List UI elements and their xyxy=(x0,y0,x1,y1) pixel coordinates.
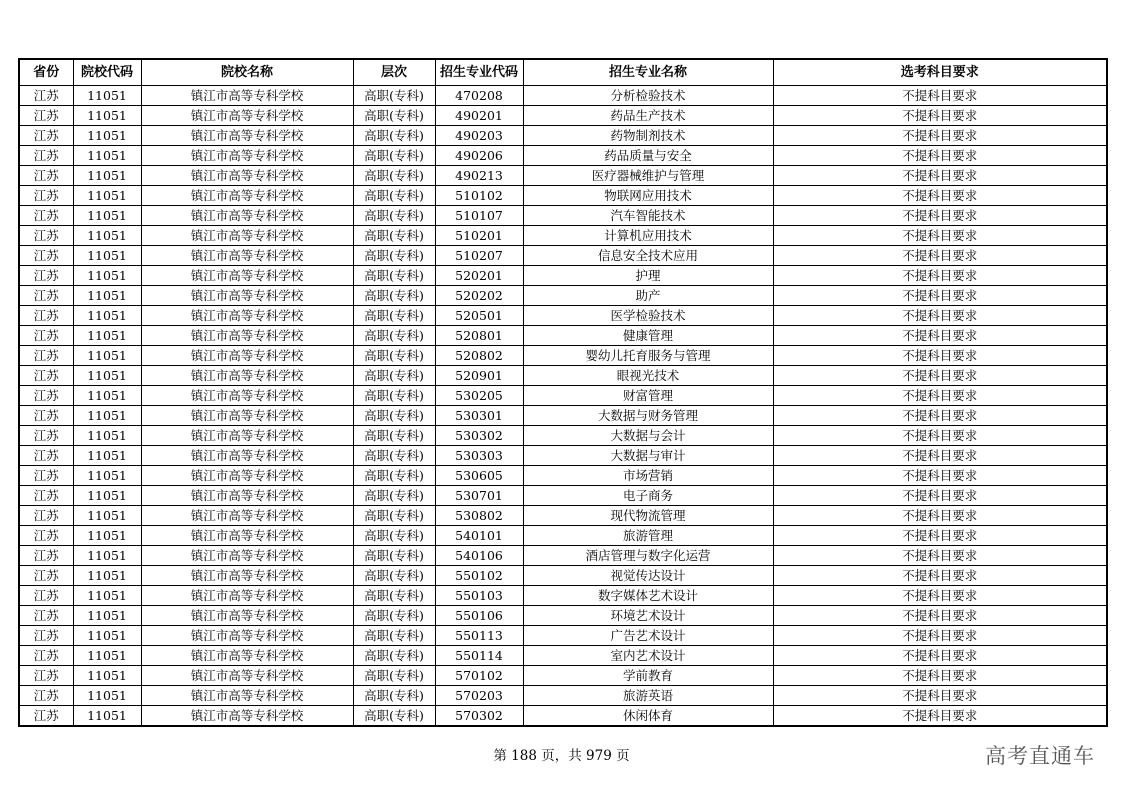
cell-major-code: 530302 xyxy=(435,426,523,446)
cell-major-code: 550102 xyxy=(435,566,523,586)
cell-school-name: 镇江市高等专科学校 xyxy=(141,586,353,606)
cell-school-code: 11051 xyxy=(73,526,141,546)
cell-major-name: 现代物流管理 xyxy=(523,506,773,526)
cell-province: 江苏 xyxy=(19,406,73,426)
cell-major-name: 信息安全技术应用 xyxy=(523,246,773,266)
cell-school-name: 镇江市高等专科学校 xyxy=(141,566,353,586)
cell-major-name: 学前教育 xyxy=(523,666,773,686)
cell-school-name: 镇江市高等专科学校 xyxy=(141,706,353,727)
cell-level: 高职(专科) xyxy=(353,506,435,526)
header-province: 省份 xyxy=(19,59,73,86)
cell-province: 江苏 xyxy=(19,586,73,606)
cell-school-code: 11051 xyxy=(73,466,141,486)
cell-school-code: 11051 xyxy=(73,286,141,306)
cell-major-name: 环境艺术设计 xyxy=(523,606,773,626)
cell-school-code: 11051 xyxy=(73,446,141,466)
cell-subject-requirement: 不提科目要求 xyxy=(773,186,1107,206)
table-row xyxy=(19,506,1107,526)
header-subject-requirement: 选考科目要求 xyxy=(773,59,1107,86)
cell-subject-requirement: 不提科目要求 xyxy=(773,326,1107,346)
table-row xyxy=(19,466,1107,486)
table-row xyxy=(19,266,1107,286)
cell-major-code: 530303 xyxy=(435,446,523,466)
cell-province: 江苏 xyxy=(19,346,73,366)
page-number: 第 188 页，共 979 页 xyxy=(493,748,630,764)
cell-subject-requirement: 不提科目要求 xyxy=(773,546,1107,566)
cell-level: 高职(专科) xyxy=(353,86,435,106)
cell-school-name: 镇江市高等专科学校 xyxy=(141,666,353,686)
cell-major-code: 520202 xyxy=(435,286,523,306)
cell-school-name: 镇江市高等专科学校 xyxy=(141,126,353,146)
table-body xyxy=(19,86,1107,727)
cell-major-name: 汽车智能技术 xyxy=(523,206,773,226)
cell-subject-requirement: 不提科目要求 xyxy=(773,366,1107,386)
cell-school-code: 11051 xyxy=(73,406,141,426)
cell-subject-requirement: 不提科目要求 xyxy=(773,566,1107,586)
cell-major-name: 药物制剂技术 xyxy=(523,126,773,146)
cell-major-name: 大数据与审计 xyxy=(523,446,773,466)
cell-level: 高职(专科) xyxy=(353,606,435,626)
cell-major-name: 市场营销 xyxy=(523,466,773,486)
document-sheet xyxy=(18,58,1106,727)
table-row xyxy=(19,686,1107,706)
cell-subject-requirement: 不提科目要求 xyxy=(773,586,1107,606)
cell-school-code: 11051 xyxy=(73,646,141,666)
cell-level: 高职(专科) xyxy=(353,546,435,566)
cell-subject-requirement: 不提科目要求 xyxy=(773,306,1107,326)
cell-province: 江苏 xyxy=(19,666,73,686)
cell-school-code: 11051 xyxy=(73,346,141,366)
cell-major-name: 大数据与会计 xyxy=(523,426,773,446)
cell-school-name: 镇江市高等专科学校 xyxy=(141,646,353,666)
cell-school-code: 11051 xyxy=(73,186,141,206)
cell-major-name: 药品质量与安全 xyxy=(523,146,773,166)
cell-province: 江苏 xyxy=(19,126,73,146)
cell-school-code: 11051 xyxy=(73,506,141,526)
cell-province: 江苏 xyxy=(19,326,73,346)
cell-major-code: 520901 xyxy=(435,366,523,386)
cell-major-code: 550114 xyxy=(435,646,523,666)
cell-major-name: 护理 xyxy=(523,266,773,286)
table-row xyxy=(19,446,1107,466)
cell-school-name: 镇江市高等专科学校 xyxy=(141,326,353,346)
cell-major-name: 分析检验技术 xyxy=(523,86,773,106)
table-row xyxy=(19,486,1107,506)
cell-school-code: 11051 xyxy=(73,126,141,146)
cell-level: 高职(专科) xyxy=(353,406,435,426)
cell-subject-requirement: 不提科目要求 xyxy=(773,686,1107,706)
table-row xyxy=(19,666,1107,686)
table-row xyxy=(19,126,1107,146)
cell-major-name: 财富管理 xyxy=(523,386,773,406)
cell-level: 高职(专科) xyxy=(353,466,435,486)
cell-school-code: 11051 xyxy=(73,146,141,166)
cell-school-name: 镇江市高等专科学校 xyxy=(141,466,353,486)
cell-major-name: 眼视光技术 xyxy=(523,366,773,386)
cell-province: 江苏 xyxy=(19,186,73,206)
cell-school-name: 镇江市高等专科学校 xyxy=(141,506,353,526)
table-row xyxy=(19,206,1107,226)
cell-school-name: 镇江市高等专科学校 xyxy=(141,106,353,126)
cell-subject-requirement: 不提科目要求 xyxy=(773,646,1107,666)
cell-province: 江苏 xyxy=(19,626,73,646)
cell-major-code: 540106 xyxy=(435,546,523,566)
cell-subject-requirement: 不提科目要求 xyxy=(773,526,1107,546)
table-row xyxy=(19,626,1107,646)
cell-school-code: 11051 xyxy=(73,166,141,186)
table-row xyxy=(19,86,1107,106)
cell-subject-requirement: 不提科目要求 xyxy=(773,606,1107,626)
cell-major-code: 570203 xyxy=(435,686,523,706)
table-row xyxy=(19,306,1107,326)
cell-province: 江苏 xyxy=(19,686,73,706)
table-row xyxy=(19,226,1107,246)
table-row xyxy=(19,366,1107,386)
cell-level: 高职(专科) xyxy=(353,646,435,666)
cell-level: 高职(专科) xyxy=(353,666,435,686)
cell-province: 江苏 xyxy=(19,446,73,466)
cell-major-code: 530205 xyxy=(435,386,523,406)
cell-school-code: 11051 xyxy=(73,366,141,386)
cell-level: 高职(专科) xyxy=(353,426,435,446)
cell-school-code: 11051 xyxy=(73,706,141,727)
cell-level: 高职(专科) xyxy=(353,386,435,406)
cell-subject-requirement: 不提科目要求 xyxy=(773,506,1107,526)
cell-major-code: 520201 xyxy=(435,266,523,286)
cell-province: 江苏 xyxy=(19,486,73,506)
cell-school-name: 镇江市高等专科学校 xyxy=(141,386,353,406)
cell-level: 高职(专科) xyxy=(353,106,435,126)
table-row xyxy=(19,186,1107,206)
cell-subject-requirement: 不提科目要求 xyxy=(773,406,1107,426)
cell-subject-requirement: 不提科目要求 xyxy=(773,666,1107,686)
cell-province: 江苏 xyxy=(19,206,73,226)
table-row xyxy=(19,406,1107,426)
cell-major-code: 570302 xyxy=(435,706,523,727)
cell-school-name: 镇江市高等专科学校 xyxy=(141,266,353,286)
cell-school-name: 镇江市高等专科学校 xyxy=(141,86,353,106)
table-row xyxy=(19,346,1107,366)
cell-level: 高职(专科) xyxy=(353,626,435,646)
cell-major-code: 530701 xyxy=(435,486,523,506)
cell-school-code: 11051 xyxy=(73,246,141,266)
cell-school-code: 11051 xyxy=(73,626,141,646)
cell-level: 高职(专科) xyxy=(353,706,435,727)
cell-major-code: 510201 xyxy=(435,226,523,246)
cell-school-code: 11051 xyxy=(73,606,141,626)
cell-major-name: 视觉传达设计 xyxy=(523,566,773,586)
cell-major-name: 数字媒体艺术设计 xyxy=(523,586,773,606)
cell-subject-requirement: 不提科目要求 xyxy=(773,146,1107,166)
cell-subject-requirement: 不提科目要求 xyxy=(773,486,1107,506)
header-major-name: 招生专业名称 xyxy=(523,59,773,86)
header-major-code: 招生专业代码 xyxy=(435,59,523,86)
table-row xyxy=(19,326,1107,346)
table-row xyxy=(19,646,1107,666)
cell-major-name: 药品生产技术 xyxy=(523,106,773,126)
cell-school-name: 镇江市高等专科学校 xyxy=(141,406,353,426)
cell-major-name: 电子商务 xyxy=(523,486,773,506)
cell-major-code: 530301 xyxy=(435,406,523,426)
cell-level: 高职(专科) xyxy=(353,306,435,326)
cell-school-name: 镇江市高等专科学校 xyxy=(141,526,353,546)
cell-school-name: 镇江市高等专科学校 xyxy=(141,486,353,506)
cell-level: 高职(专科) xyxy=(353,206,435,226)
cell-province: 江苏 xyxy=(19,466,73,486)
header-school-code: 院校代码 xyxy=(73,59,141,86)
cell-school-code: 11051 xyxy=(73,686,141,706)
cell-school-name: 镇江市高等专科学校 xyxy=(141,346,353,366)
cell-province: 江苏 xyxy=(19,506,73,526)
table-header-row xyxy=(19,59,1107,86)
cell-level: 高职(专科) xyxy=(353,346,435,366)
table-row xyxy=(19,246,1107,266)
cell-province: 江苏 xyxy=(19,146,73,166)
cell-major-code: 550106 xyxy=(435,606,523,626)
cell-level: 高职(专科) xyxy=(353,486,435,506)
cell-major-code: 530605 xyxy=(435,466,523,486)
cell-subject-requirement: 不提科目要求 xyxy=(773,166,1107,186)
cell-province: 江苏 xyxy=(19,646,73,666)
cell-province: 江苏 xyxy=(19,86,73,106)
cell-province: 江苏 xyxy=(19,366,73,386)
cell-level: 高职(专科) xyxy=(353,146,435,166)
cell-subject-requirement: 不提科目要求 xyxy=(773,126,1107,146)
cell-school-code: 11051 xyxy=(73,326,141,346)
cell-subject-requirement: 不提科目要求 xyxy=(773,706,1107,727)
cell-school-name: 镇江市高等专科学校 xyxy=(141,626,353,646)
cell-subject-requirement: 不提科目要求 xyxy=(773,626,1107,646)
cell-major-name: 室内艺术设计 xyxy=(523,646,773,666)
cell-subject-requirement: 不提科目要求 xyxy=(773,426,1107,446)
cell-major-code: 520801 xyxy=(435,326,523,346)
cell-school-code: 11051 xyxy=(73,386,141,406)
cell-subject-requirement: 不提科目要求 xyxy=(773,266,1107,286)
cell-level: 高职(专科) xyxy=(353,586,435,606)
cell-province: 江苏 xyxy=(19,546,73,566)
cell-school-name: 镇江市高等专科学校 xyxy=(141,426,353,446)
table-row xyxy=(19,526,1107,546)
cell-major-code: 490206 xyxy=(435,146,523,166)
table-row xyxy=(19,566,1107,586)
cell-major-code: 490213 xyxy=(435,166,523,186)
cell-major-name: 旅游英语 xyxy=(523,686,773,706)
cell-subject-requirement: 不提科目要求 xyxy=(773,86,1107,106)
cell-level: 高职(专科) xyxy=(353,566,435,586)
cell-major-name: 医疗器械维护与管理 xyxy=(523,166,773,186)
cell-level: 高职(专科) xyxy=(353,686,435,706)
cell-province: 江苏 xyxy=(19,226,73,246)
cell-school-name: 镇江市高等专科学校 xyxy=(141,166,353,186)
cell-major-name: 大数据与财务管理 xyxy=(523,406,773,426)
cell-province: 江苏 xyxy=(19,526,73,546)
cell-subject-requirement: 不提科目要求 xyxy=(773,246,1107,266)
cell-major-name: 医学检验技术 xyxy=(523,306,773,326)
cell-province: 江苏 xyxy=(19,286,73,306)
cell-province: 江苏 xyxy=(19,566,73,586)
cell-province: 江苏 xyxy=(19,706,73,727)
cell-major-code: 570102 xyxy=(435,666,523,686)
cell-school-name: 镇江市高等专科学校 xyxy=(141,686,353,706)
table-row xyxy=(19,586,1107,606)
cell-major-code: 490201 xyxy=(435,106,523,126)
cell-school-name: 镇江市高等专科学校 xyxy=(141,446,353,466)
cell-subject-requirement: 不提科目要求 xyxy=(773,346,1107,366)
cell-subject-requirement: 不提科目要求 xyxy=(773,286,1107,306)
cell-major-code: 550103 xyxy=(435,586,523,606)
table-row xyxy=(19,146,1107,166)
cell-major-name: 休闲体育 xyxy=(523,706,773,727)
cell-major-code: 470208 xyxy=(435,86,523,106)
cell-major-code: 520501 xyxy=(435,306,523,326)
cell-subject-requirement: 不提科目要求 xyxy=(773,206,1107,226)
cell-level: 高职(专科) xyxy=(353,166,435,186)
table-row xyxy=(19,386,1107,406)
cell-major-name: 计算机应用技术 xyxy=(523,226,773,246)
cell-school-code: 11051 xyxy=(73,226,141,246)
cell-school-code: 11051 xyxy=(73,546,141,566)
cell-school-name: 镇江市高等专科学校 xyxy=(141,146,353,166)
cell-level: 高职(专科) xyxy=(353,326,435,346)
table-row xyxy=(19,546,1107,566)
cell-level: 高职(专科) xyxy=(353,226,435,246)
cell-school-name: 镇江市高等专科学校 xyxy=(141,366,353,386)
cell-province: 江苏 xyxy=(19,426,73,446)
cell-major-name: 广告艺术设计 xyxy=(523,626,773,646)
cell-province: 江苏 xyxy=(19,386,73,406)
cell-school-code: 11051 xyxy=(73,206,141,226)
cell-school-code: 11051 xyxy=(73,666,141,686)
cell-major-code: 490203 xyxy=(435,126,523,146)
table-row xyxy=(19,106,1107,126)
cell-major-code: 510107 xyxy=(435,206,523,226)
cell-subject-requirement: 不提科目要求 xyxy=(773,466,1107,486)
cell-level: 高职(专科) xyxy=(353,526,435,546)
cell-level: 高职(专科) xyxy=(353,446,435,466)
cell-major-name: 助产 xyxy=(523,286,773,306)
cell-school-name: 镇江市高等专科学校 xyxy=(141,246,353,266)
cell-school-name: 镇江市高等专科学校 xyxy=(141,226,353,246)
cell-major-name: 物联网应用技术 xyxy=(523,186,773,206)
cell-province: 江苏 xyxy=(19,606,73,626)
watermark-logo-text: 高考直通车 xyxy=(985,744,1095,768)
cell-province: 江苏 xyxy=(19,266,73,286)
table-row xyxy=(19,606,1107,626)
cell-subject-requirement: 不提科目要求 xyxy=(773,226,1107,246)
cell-major-code: 510207 xyxy=(435,246,523,266)
cell-level: 高职(专科) xyxy=(353,366,435,386)
cell-school-code: 11051 xyxy=(73,566,141,586)
cell-school-name: 镇江市高等专科学校 xyxy=(141,606,353,626)
cell-level: 高职(专科) xyxy=(353,286,435,306)
cell-school-name: 镇江市高等专科学校 xyxy=(141,286,353,306)
table-row xyxy=(19,286,1107,306)
cell-province: 江苏 xyxy=(19,166,73,186)
cell-school-code: 11051 xyxy=(73,586,141,606)
cell-school-name: 镇江市高等专科学校 xyxy=(141,206,353,226)
header-level: 层次 xyxy=(353,59,435,86)
cell-subject-requirement: 不提科目要求 xyxy=(773,446,1107,466)
table-row xyxy=(19,426,1107,446)
cell-major-code: 520802 xyxy=(435,346,523,366)
cell-school-name: 镇江市高等专科学校 xyxy=(141,546,353,566)
cell-major-name: 婴幼儿托育服务与管理 xyxy=(523,346,773,366)
header-school-name: 院校名称 xyxy=(141,59,353,86)
cell-major-name: 健康管理 xyxy=(523,326,773,346)
cell-school-code: 11051 xyxy=(73,266,141,286)
cell-province: 江苏 xyxy=(19,106,73,126)
cell-school-code: 11051 xyxy=(73,486,141,506)
cell-level: 高职(专科) xyxy=(353,246,435,266)
cell-major-code: 550113 xyxy=(435,626,523,646)
cell-school-code: 11051 xyxy=(73,86,141,106)
cell-subject-requirement: 不提科目要求 xyxy=(773,106,1107,126)
cell-province: 江苏 xyxy=(19,246,73,266)
cell-level: 高职(专科) xyxy=(353,186,435,206)
cell-school-code: 11051 xyxy=(73,426,141,446)
cell-major-code: 530802 xyxy=(435,506,523,526)
admission-table xyxy=(18,58,1108,727)
cell-level: 高职(专科) xyxy=(353,266,435,286)
cell-school-code: 11051 xyxy=(73,306,141,326)
cell-major-name: 旅游管理 xyxy=(523,526,773,546)
table-row xyxy=(19,166,1107,186)
cell-subject-requirement: 不提科目要求 xyxy=(773,386,1107,406)
cell-school-name: 镇江市高等专科学校 xyxy=(141,306,353,326)
cell-level: 高职(专科) xyxy=(353,126,435,146)
cell-major-name: 酒店管理与数字化运营 xyxy=(523,546,773,566)
cell-province: 江苏 xyxy=(19,306,73,326)
table-row xyxy=(19,706,1107,727)
cell-major-code: 510102 xyxy=(435,186,523,206)
cell-school-code: 11051 xyxy=(73,106,141,126)
cell-school-name: 镇江市高等专科学校 xyxy=(141,186,353,206)
cell-major-code: 540101 xyxy=(435,526,523,546)
